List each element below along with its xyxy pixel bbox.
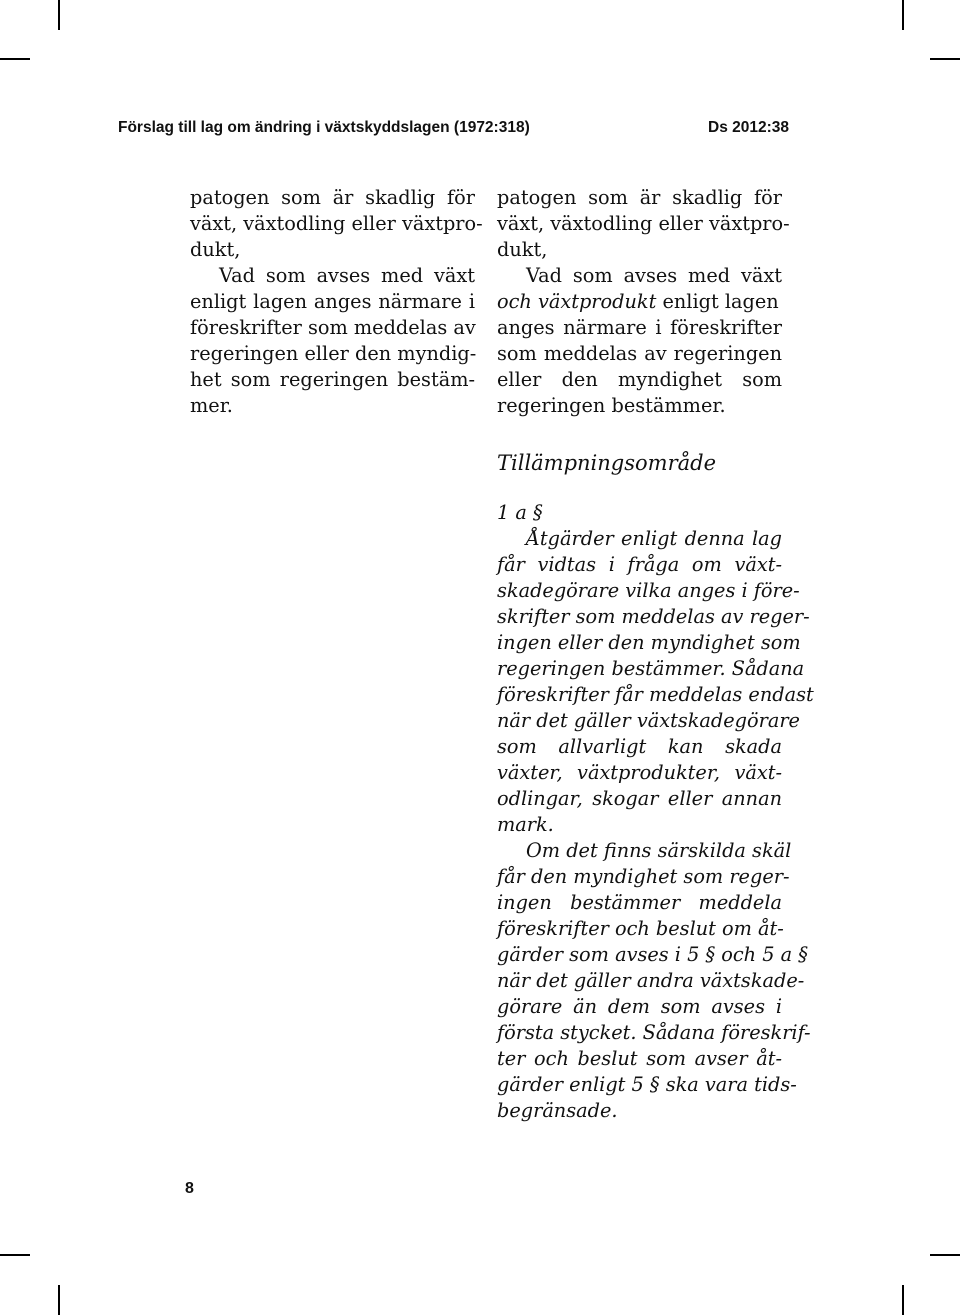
current-wording-column [190,185,483,419]
text-line: dukt, [190,238,241,261]
text-line: enligt lagen anges närmare i [190,290,475,313]
text-line: när det gäller växtskadegörare [497,709,800,732]
text-line: skrifter som meddelas av reger- [497,605,810,628]
text-line: växt, växtodling eller växtpro- [497,212,790,235]
text-fragment: enligt lagen [656,290,779,313]
crop-mark-top-right-h [930,58,960,60]
crop-mark-bottom-left-h [0,1254,30,1256]
running-header-title: Förslag till lag om ändring i växtskyddslagen (1972:318) [118,119,530,136]
text-line: föreskrifter som meddelas av [190,316,476,339]
text-line: gärder enligt 5 § ska vara tids- [497,1073,797,1096]
crop-mark-bottom-right [902,1285,904,1315]
text-line: ingen eller den myndighet som [497,631,801,654]
section-heading: Tillämpningsområde [497,451,717,475]
crop-mark-top-right [902,0,904,30]
paragraph-label: 1 a § [497,501,543,524]
text-line: får den myndighet som reger- [497,865,790,888]
text-line: mer. [190,394,233,417]
text-line: ingen bestämmer meddela [497,891,782,914]
text-line: Åtgärder enligt denna lag [526,527,782,550]
text-line: dukt, [497,238,548,261]
new-paragraph-column [497,500,814,1124]
text-line: som allvarligt kan skada [497,735,782,758]
crop-mark-bottom-left [58,1285,60,1315]
crop-mark-top-left-h [0,58,30,60]
text-line: ter och beslut som avser åt- [497,1047,782,1070]
text-line: odlingar, skogar eller annan [497,787,782,810]
text-line: regeringen bestämmer. [497,394,726,417]
text-line: Vad som avses med växt [526,264,782,287]
text-line: växter, växtprodukter, växt- [497,761,782,784]
text-line: regeringen eller den myndig- [190,342,477,365]
text-line: som meddelas av regeringen [497,342,782,365]
crop-mark-top-left [58,0,60,30]
text-line: föreskrifter får meddelas endast [497,683,814,706]
text-line: när det gäller andra växtskade- [497,969,805,992]
text-line: får vidtas i fråga om växt- [497,553,782,576]
text-line: patogen som är skadlig för [190,186,475,209]
running-header-doc-id: Ds 2012:38 [708,119,790,136]
amended-text: och växtprodukt [497,290,657,313]
text-line: regeringen bestämmer. Sådana [497,657,805,680]
page-number: 8 [185,1180,194,1197]
text-line: begränsade. [497,1099,618,1122]
text-line: het som regeringen bestäm- [190,368,475,391]
proposed-wording-column [497,185,790,419]
text-line: första stycket. Sådana föreskrif- [497,1021,811,1044]
text-line: Vad som avses med växt [219,264,475,287]
text-line: Om det finns särskilda skäl [526,839,792,862]
text-line-with-amendment [497,289,782,315]
text-line: växt, växtodling eller växtpro- [190,212,483,235]
text-line: föreskrifter och beslut om åt- [497,917,784,940]
text-line: gärder som avses i 5 § och 5 a § [497,943,808,966]
crop-mark-bottom-right-h [930,1254,960,1256]
text-line: mark. [497,813,554,836]
text-line: anges närmare i föreskrifter [497,316,782,339]
text-line: eller den myndighet som [497,368,782,391]
text-line: görare än dem som avses i [497,995,782,1018]
text-line: patogen som är skadlig för [497,186,782,209]
text-line: skadegörare vilka anges i före- [497,579,800,602]
